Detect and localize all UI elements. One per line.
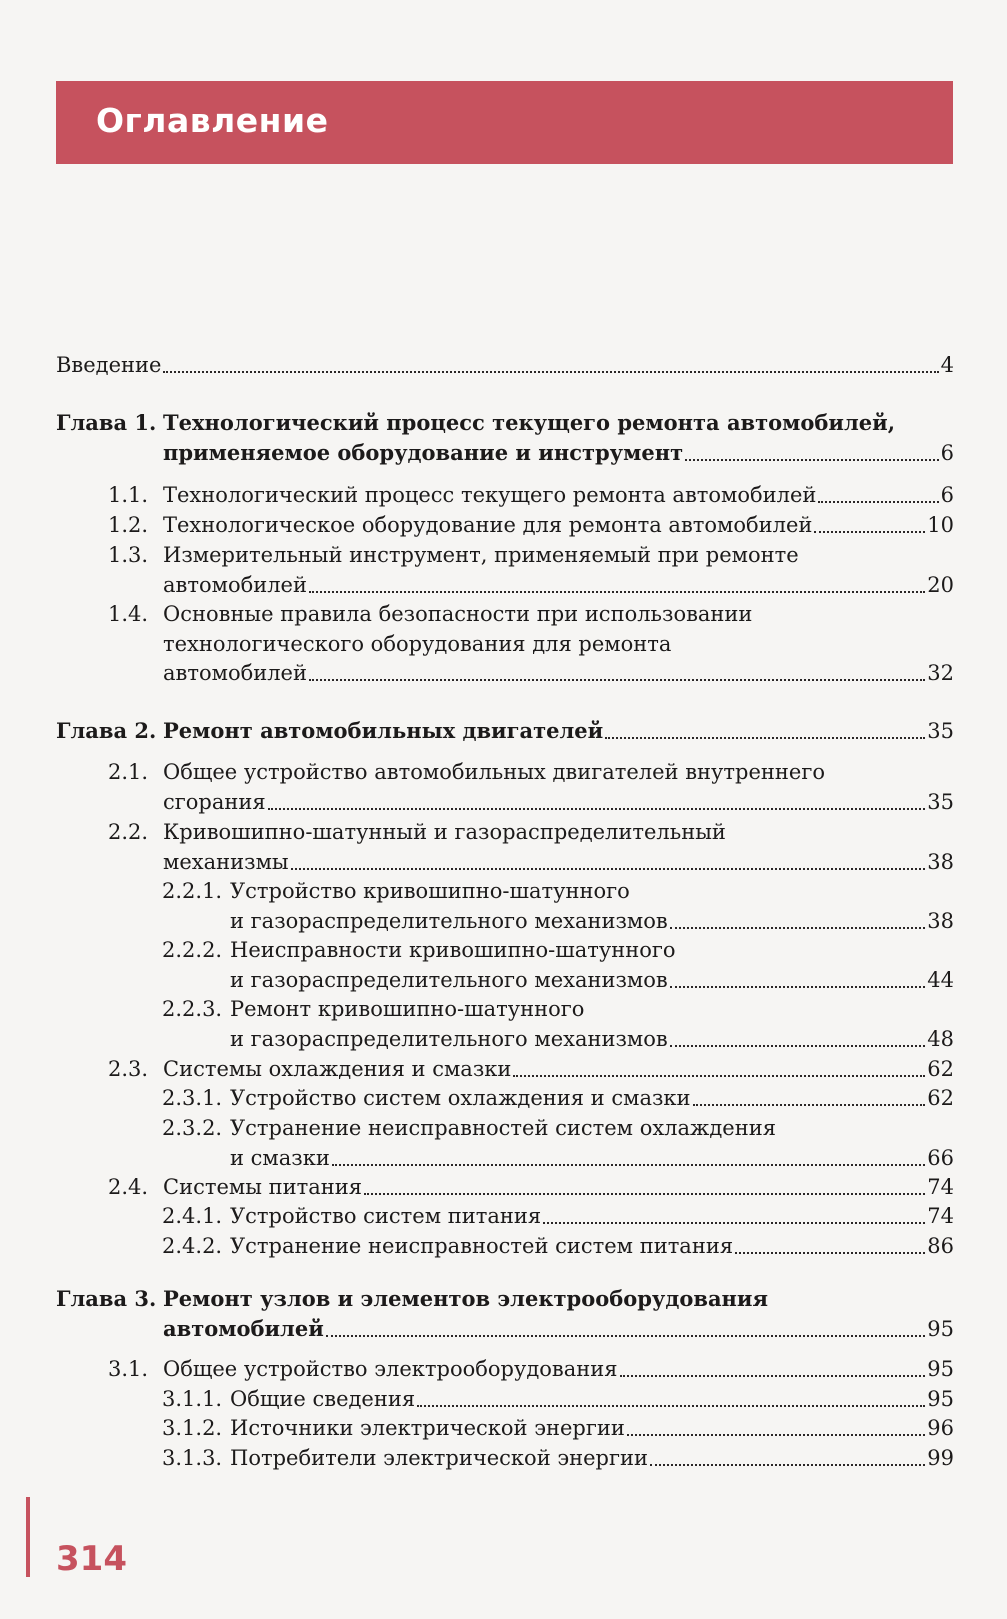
toc-entry-number: 2.2.2.	[162, 938, 223, 962]
toc-entry-number: 2.2.1.	[162, 879, 223, 903]
toc-entry-line	[56, 1172, 954, 1202]
toc-entry-line	[56, 787, 954, 817]
toc-entry-line	[56, 1314, 954, 1344]
toc-entry-title: технологического оборудования для ремонта	[163, 631, 672, 656]
toc-entry-title: Устранение неисправностей систем охлаждения	[230, 1116, 776, 1140]
toc-entry-title: Кривошипно-шатунный и газораспределительный	[163, 820, 726, 844]
toc-entry-line	[56, 716, 954, 746]
toc-dot-leader	[268, 787, 926, 810]
toc-entry-page: 38	[927, 849, 954, 874]
toc-entry-line	[56, 629, 954, 659]
toc-entry-page: 35	[927, 789, 954, 814]
toc-dot-leader	[605, 716, 925, 739]
toc-entry-title: Неисправности кривошипно-шатунного	[230, 938, 676, 962]
toc-entry-page: 48	[927, 1026, 954, 1051]
toc-entry-line	[56, 847, 954, 877]
toc-dot-leader	[417, 1384, 925, 1407]
toc-entry-line	[56, 1054, 954, 1084]
toc-entry-number: 2.4.	[108, 1175, 149, 1199]
toc-entry-number: Глава 1.	[56, 410, 157, 435]
toc-entry-page: 6	[940, 440, 954, 465]
toc-entry-line	[56, 935, 954, 965]
toc-entry-title: и газораспределительного механизмов	[230, 908, 668, 933]
toc-entry-page: 32	[927, 661, 954, 685]
toc-entry-number: 3.1.1.	[162, 1387, 223, 1411]
toc-entry-line	[56, 757, 954, 787]
toc-entry-line	[56, 438, 954, 468]
toc-entry-title: и газораспределительного механизмов	[230, 967, 668, 992]
toc-entry-number: 2.2.3.	[162, 997, 223, 1021]
toc-dot-leader	[814, 510, 925, 533]
toc-dot-leader	[693, 1083, 926, 1106]
toc-entry-line	[56, 1231, 954, 1261]
toc-entry-page: 96	[927, 1416, 954, 1440]
toc-entry-title: Устранение неисправностей систем питания	[230, 1234, 734, 1258]
toc-entry-number: 1.4.	[108, 602, 149, 626]
toc-dot-leader	[332, 1143, 925, 1166]
toc-entry-number: 3.1.	[108, 1357, 149, 1381]
toc-dot-leader	[309, 570, 925, 593]
toc-entry-title: Устройство систем питания	[230, 1204, 542, 1228]
toc-entry-title: Измерительный инструмент, применяемый при ремонте	[163, 543, 799, 567]
toc-entry-line	[56, 1284, 954, 1314]
toc-entry-number: 2.4.2.	[162, 1234, 223, 1258]
toc-entry-title: Введение	[56, 353, 162, 377]
toc-entry-page: 6	[940, 483, 954, 507]
toc-entry-number: 2.4.1.	[162, 1204, 223, 1228]
toc-entry-line	[56, 510, 954, 540]
toc-entry-number: 1.3.	[108, 543, 149, 567]
toc-entry-line	[56, 599, 954, 629]
toc-entry-page: 20	[927, 572, 954, 597]
toc-entry-page: 95	[927, 1316, 954, 1341]
toc-entry-line	[56, 965, 954, 995]
toc-dot-leader	[291, 847, 926, 870]
toc-entry-number: 2.3.1.	[162, 1086, 223, 1110]
toc-entry-page: 62	[927, 1086, 954, 1110]
toc-entry-title: Источники электрической энергии	[230, 1416, 625, 1440]
toc-dot-leader	[670, 1024, 926, 1047]
toc-entry-title: Основные правила безопасности при использовании	[163, 602, 753, 626]
toc-entry-page: 4	[940, 353, 954, 377]
toc-entry-title: Устройство кривошипно-шатунного	[230, 879, 630, 903]
toc-entry-line	[56, 1354, 954, 1384]
toc-entry-number: Глава 3.	[56, 1286, 157, 1311]
toc-entry-line	[56, 1143, 954, 1173]
toc-entry-line	[56, 570, 954, 600]
toc-dot-leader	[670, 965, 926, 988]
toc-entry-title: применяемое оборудование и инструмент	[163, 439, 684, 465]
toc-entry-number: 3.1.3.	[162, 1446, 223, 1470]
toc-entry-number: 1.2.	[108, 513, 149, 537]
toc-dot-leader	[685, 438, 939, 461]
toc-dot-leader	[818, 480, 938, 503]
toc-entry-title: Ремонт кривошипно-шатунного	[230, 997, 585, 1021]
toc-entry-line	[56, 994, 954, 1024]
toc-entry-page: 62	[927, 1057, 954, 1081]
toc-entry-page: 74	[927, 1175, 954, 1199]
toc-entry-title: Технологический процесс текущего ремонта автомобилей,	[163, 410, 896, 435]
toc-entry-line	[56, 817, 954, 847]
toc-dot-leader	[364, 1172, 925, 1195]
toc-dot-leader	[670, 906, 926, 929]
toc-dot-leader	[735, 1231, 925, 1254]
toc-entry-title: автомобилей	[163, 572, 307, 597]
toc-entry-title: механизмы	[163, 849, 289, 874]
toc-entry-line	[56, 1113, 954, 1143]
page-title: Оглавление	[96, 101, 329, 140]
toc-entry-title: Общие сведения	[230, 1387, 416, 1411]
toc-entry-title: Системы охлаждения и смазки	[163, 1057, 512, 1081]
toc-entry-line	[56, 1443, 954, 1473]
toc-entry-title: Технологический процесс текущего ремонта автомобилей	[163, 483, 817, 507]
toc-entry-title: и газораспределительного механизмов	[230, 1026, 668, 1051]
toc-dot-leader	[309, 658, 925, 681]
toc-dot-leader	[163, 350, 938, 373]
toc-entry-title: Общее устройство электрооборудования	[163, 1357, 618, 1381]
toc-entry-page: 38	[927, 908, 954, 933]
toc-entry-number: 2.3.	[108, 1057, 149, 1081]
toc-dot-leader	[326, 1314, 925, 1337]
toc-entry-line	[56, 1413, 954, 1443]
toc-dot-leader	[513, 1054, 925, 1077]
toc-entry-number: Глава 2.	[56, 718, 157, 743]
toc-entry-line	[56, 1201, 954, 1231]
toc-entry-title: Устройство систем охлаждения и смазки	[230, 1086, 691, 1110]
toc-entry-line	[56, 540, 954, 570]
toc-entry-title: Ремонт автомобильных двигателей	[163, 718, 604, 743]
toc-entry-title: Общее устройство автомобильных двигателей внутреннего	[163, 760, 825, 784]
toc-dot-leader	[543, 1201, 925, 1224]
toc-entry-line	[56, 350, 954, 380]
page-number: 314	[56, 1539, 127, 1579]
toc-entry-title: Потребители электрической энергии	[230, 1446, 648, 1470]
toc-dot-leader	[627, 1413, 925, 1436]
toc-entry-title: автомобилей	[163, 661, 307, 685]
toc-entry-title: сгорания	[163, 789, 266, 814]
toc-entry-title: Системы питания	[163, 1175, 362, 1199]
toc-entry-number: 2.1.	[108, 760, 149, 784]
toc-dot-leader	[620, 1354, 926, 1377]
toc-entry-line	[56, 658, 954, 688]
toc-entry-line	[56, 876, 954, 906]
toc-entry-line	[56, 480, 954, 510]
toc-entry-number: 2.3.2.	[162, 1116, 223, 1140]
toc-dot-leader	[650, 1443, 925, 1466]
toc-entry-page: 10	[927, 513, 954, 537]
toc-entry-page: 86	[927, 1234, 954, 1258]
toc-entry-number: 2.2.	[108, 820, 149, 844]
toc-entry-page: 44	[927, 967, 954, 992]
toc-entry-line	[56, 1384, 954, 1414]
toc-entry-line	[56, 906, 954, 936]
toc-entry-page: 35	[927, 719, 954, 743]
toc-entry-number: 1.1.	[108, 483, 149, 507]
toc-entry-title: автомобилей	[163, 1315, 324, 1341]
toc-entry-title: Ремонт узлов и элементов электрооборудования	[163, 1286, 769, 1311]
toc-entry-title: и смазки	[230, 1145, 330, 1170]
header-banner	[56, 81, 953, 164]
toc-entry-line	[56, 1024, 954, 1054]
toc-entry-page: 99	[927, 1446, 954, 1470]
toc-entry-number: 3.1.2.	[162, 1416, 223, 1440]
toc-entry-page: 74	[927, 1204, 954, 1228]
toc-entry-page: 95	[927, 1357, 954, 1381]
toc-entry-title: Технологическое оборудование для ремонта автомобилей	[163, 513, 813, 537]
toc-entry-page: 66	[927, 1145, 954, 1170]
toc-entry-line	[56, 408, 954, 438]
page-number-bar	[26, 1497, 30, 1577]
toc-entry-page: 95	[927, 1387, 954, 1411]
toc-entry-line	[56, 1083, 954, 1113]
